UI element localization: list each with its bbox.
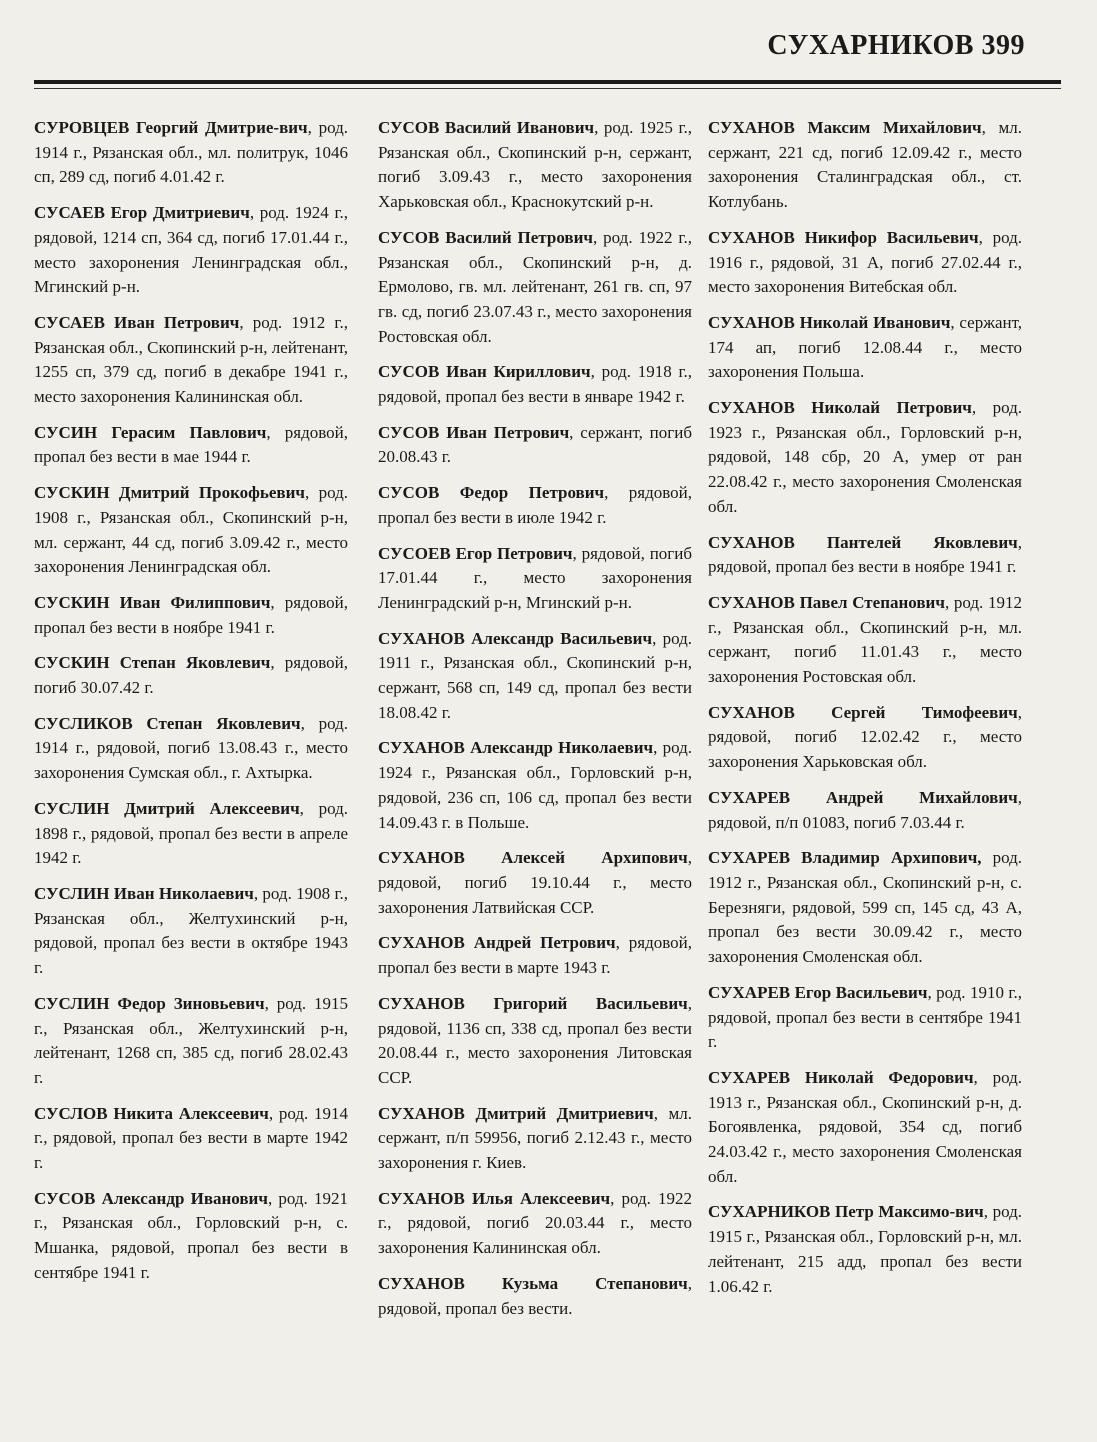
entry [708,591,1022,690]
entry-text: , род. 1922 г., рядовой, погиб 20.03.44 г., место захоронения Калининская обл. [378,1188,692,1258]
entry [34,797,348,871]
entry-text: , род. 1914 г., рядовой, погиб 13.08.43 г., место захоронения Сумская обл., г. Ахтырка. [34,713,348,783]
entry-name: СУХАНОВ Никифор Васильевич [708,227,979,247]
entry [708,981,1022,1055]
entry [708,311,1022,385]
entry-name: СУСКИН Степан Яковлевич [34,653,271,673]
entry [378,736,692,835]
entry-text: , род. 1925 г., Рязанская обл., Скопинский р-н, сержант, погиб 3.09.43 г., место захоронения Харьковская обл., Краснокутский р-н. [378,118,692,212]
entry-text: , род. 1911 г., Рязанская обл., Скопинский р-н, сержант, 568 сп, 149 сд, пропал без вести 18.08.42 г. [378,628,692,722]
entry [378,846,692,920]
entry-name: СУХАНОВ Николай Петрович [708,398,972,418]
entry-name: СУХАРЕВ Николай Федорович [708,1067,974,1087]
entry [378,931,692,980]
entry-text: , род. 1915 г., Рязанская обл., Желтухинский р-н, лейтенант, 1268 сп, 385 сд, погиб 28.02.43 г. [34,993,348,1087]
entry-name: СУХАРЕВ Андрей Михайлович [708,787,1018,807]
entry-text: , род. 1924 г., Рязанская обл., Горловский р-н, рядовой, 236 сп, 106 сд, пропал без вести 14.09.43 г. в Польше. [378,738,692,832]
entry-name: СУХАРЕВ Владимир Архипович, [708,848,982,868]
entry [378,226,692,350]
entry-name: СУХАНОВ Пантелей Яковлевич [708,532,1018,552]
entry-text: , род. 1923 г., Рязанская обл., Горловский р-н, рядовой, 148 сбр, 20 А, умер от ран 22.08.42 г., место захоронения Смоленская обл. [708,398,1022,516]
entry-text: , род. 1912 г., Рязанская обл., Скопинский р-н, лейтенант, 1255 сп, 379 сд, погиб в декабре 1941 г., место захоронения Калининская обл. [34,312,348,407]
entry [378,481,692,530]
entry-name: СУХАРНИКОВ Петр Максимо-вич [708,1202,984,1222]
entry-name: СУСИН Герасим Павлович [34,422,267,442]
entry-text: , род. 1921 г., Рязанская обл., Горловский р-н, с. Мшанка, рядовой, пропал без вести в сентябре 1941 г. [34,1188,348,1282]
entry [378,116,692,215]
entry [34,311,348,410]
entry-text: , род. 1916 г., рядовой, 31 А, погиб 27.02.44 г., место захоронения Витебская обл. [708,227,1022,297]
entry-text: , рядовой, пропал без вести в июле 1942 г. [378,483,693,527]
entry-name: СУСЛИН Федор Зиновьевич [34,993,265,1013]
entry [708,116,1022,215]
entry [708,846,1022,970]
entry-text: , род. 1915 г., Рязанская обл., Горловский р-н, мл. лейтенант, 215 адд, пропал без вести 1.06.42 г. [708,1202,1022,1296]
column-2 [378,116,692,1332]
entry-text: , род. 1913 г., Рязанская обл., Скопинский р-н, д. Богоявленка, рядовой, 354 сд, погиб 24.03.42 г., место захоронения Смоленская обл. [708,1067,1022,1186]
entry [708,786,1022,835]
entry-name: СУХАНОВ Григорий Васильевич [378,993,688,1013]
entry-name: СУХАНОВ Максим Михайлович [708,118,982,137]
entry [378,992,692,1091]
entry [708,1066,1022,1190]
entry [708,226,1022,300]
entry-text: , рядовой, погиб 12.02.42 г., место захоронения Харьковская обл. [708,702,1022,772]
header-rule-thick [34,80,1061,84]
entry-text: , род. 1908 г., Рязанская обл., Желтухинский р-н, рядовой, пропал без вести в октябре 1943 г. [34,883,348,978]
entry-text: , рядовой, пропал без вести в ноябре 1941 г. [34,592,348,637]
entry-text: , род. 1908 г., Рязанская обл., Скопинский р-н, мл. сержант, 44 сд, погиб 3.09.42 г., место захоронения Ленинградская обл. [34,483,348,577]
entry [34,116,348,190]
entry-name: СУСЛИН Иван Николаевич [34,883,254,903]
entry-name: СУХАНОВ Андрей Петрович [378,933,616,953]
entry [378,360,692,409]
entry-text: , сержант, 174 ап, погиб 12.08.44 г., место захоронения Польша. [708,312,1022,382]
entry-text: , рядовой, пропал без вести в марте 1943 г. [378,933,692,978]
entry-name: СУХАНОВ Николай Иванович [708,312,951,332]
entry-name: СУСОВ Александр Иванович [34,1188,268,1208]
entry-text: , род. 1924 г., рядовой, 1214 сп, 364 сд, погиб 17.01.44 г., место захоронения Ленинградская обл., Мгинский р-н. [34,203,348,297]
page-header-title: СУХАРНИКОВ 399 [767,30,1025,61]
entry [34,651,348,700]
entry-name: СУСОВ Василий Петрович [378,227,593,247]
entry-text: , рядовой, пропал без вести в ноябре 1941 г. [708,532,1022,577]
entry [34,1102,348,1176]
entry-name: СУСЛОВ Никита Алексеевич [34,1103,269,1123]
entry-text: , сержант, погиб 20.08.43 г. [378,422,692,467]
entry-text: , род. 1912 г., Рязанская обл., Скопинский р-н, мл. сержант, погиб 11.01.43 г., место захоронения Ростовская обл. [708,592,1022,687]
entry-text: , рядовой, пропал без вести в мае 1944 г. [34,422,348,467]
entry-name: СУРОВЦЕВ Георгий Дмитрие-вич [34,118,308,137]
entry [34,481,348,580]
entry [378,627,692,726]
entry [378,1187,692,1261]
entry-name: СУСКИН Иван Филиппович [34,592,271,612]
entry-name: СУХАНОВ Дмитрий Дмитриевич [378,1103,654,1123]
entry [708,701,1022,775]
entry [708,531,1022,580]
entry [378,1272,692,1321]
entry [708,1200,1022,1299]
entry-name: СУХАНОВ Александр Николаевич [378,738,654,758]
entry [34,1187,348,1286]
entry-text: , рядовой, погиб 17.01.44 г., место захоронения Ленинградский р-н, Мгинский р-н. [378,543,693,612]
entry [708,396,1022,520]
entry-text: , мл. сержант, п/п 59956, погиб 2.12.43 г., место захоронения г. Киев. [378,1103,693,1173]
entry-text: , род. 1914 г., рядовой, пропал без вести в марте 1942 г. [34,1103,348,1173]
entry-text: , мл. сержант, 221 сд, погиб 12.09.42 г., место захоронения Сталинградская обл., ст. Котлубань. [708,118,1023,212]
entry [378,542,692,616]
entry-name: СУСКИН Дмитрий Прокофьевич [34,483,305,503]
entry-name: СУСОЕВ Егор Петрович [378,543,573,563]
entry-name: СУСОВ Федор Петрович [378,483,605,503]
entry-name: СУХАНОВ Кузьма Степанович [378,1273,688,1293]
entry-name: СУХАНОВ Илья Алексеевич [378,1188,611,1208]
entry [34,882,348,981]
entry-text: род. 1912 г., Рязанская обл., Скопинский р-н, с. Березняги, рядовой, 599 сп, 145 сд, 43 А, пропал без вести 30.09.42 г., место захоронения Смоленская обл. [708,848,1022,967]
entry-name: СУСЛИКОВ Степан Яковлевич [34,713,301,733]
entry [34,992,348,1091]
entry [34,201,348,300]
entry-name: СУХАРЕВ Егор Васильевич [708,982,928,1002]
entry-name: СУСОВ Василий Иванович [378,118,595,137]
entry-text: , рядовой, п/п 01083, погиб 7.03.44 г. [708,787,1022,832]
entry-text: , рядовой, погиб 30.07.42 г. [34,653,348,698]
entry-name: СУХАНОВ Павел Степанович [708,592,945,612]
entry-text: , род. 1898 г., рядовой, пропал без вести в апреле 1942 г. [34,798,348,868]
header-rule-thin [34,88,1061,89]
entry-name: СУХАНОВ Александр Васильевич [378,628,653,648]
entry-text: , рядовой, 1136 сп, 338 сд, пропал без вести 20.08.44 г., место захоронения Литовская ССР. [378,993,692,1087]
entry-name: СУСАЕВ Егор Дмитриевич [34,203,250,223]
entry-text: , род. 1918 г., рядовой, пропал без вести в январе 1942 г. [378,362,692,407]
entry-name: СУХАНОВ Алексей Архипович [378,848,688,868]
entry [34,591,348,640]
entry-name: СУСЛИН Дмитрий Алексеевич [34,798,300,818]
column-1 [34,116,348,1297]
entry [34,712,348,786]
entry-name: СУСОВ Иван Кириллович [378,362,591,382]
entry-text: , рядовой, погиб 19.10.44 г., место захоронения Латвийская ССР. [378,848,692,917]
entry-text: , рядовой, пропал без вести. [378,1273,692,1318]
entry-name: СУСАЕВ Иван Петрович [34,312,240,332]
entry [34,421,348,470]
entry-name: СУХАНОВ Сергей Тимофеевич [708,702,1018,722]
entry-text: , род. 1922 г., Рязанская обл., Скопинский р-н, д. Ермолово, гв. мл. лейтенант, 261 гв. сп, 97 гв. сд, погиб 23.07.43 г., место захоронения Ростовская обл. [378,227,692,346]
column-3 [708,116,1022,1310]
entry-name: СУСОВ Иван Петрович [378,422,570,442]
entry [378,421,692,470]
entry [378,1102,692,1176]
entry-text: , род. 1910 г., рядовой, пропал без вести в сентябре 1941 г. [708,982,1022,1052]
entry-text: , род. 1914 г., Рязанская обл., мл. политрук, 1046 сп, 289 сд, погиб 4.01.42 г. [34,118,348,187]
